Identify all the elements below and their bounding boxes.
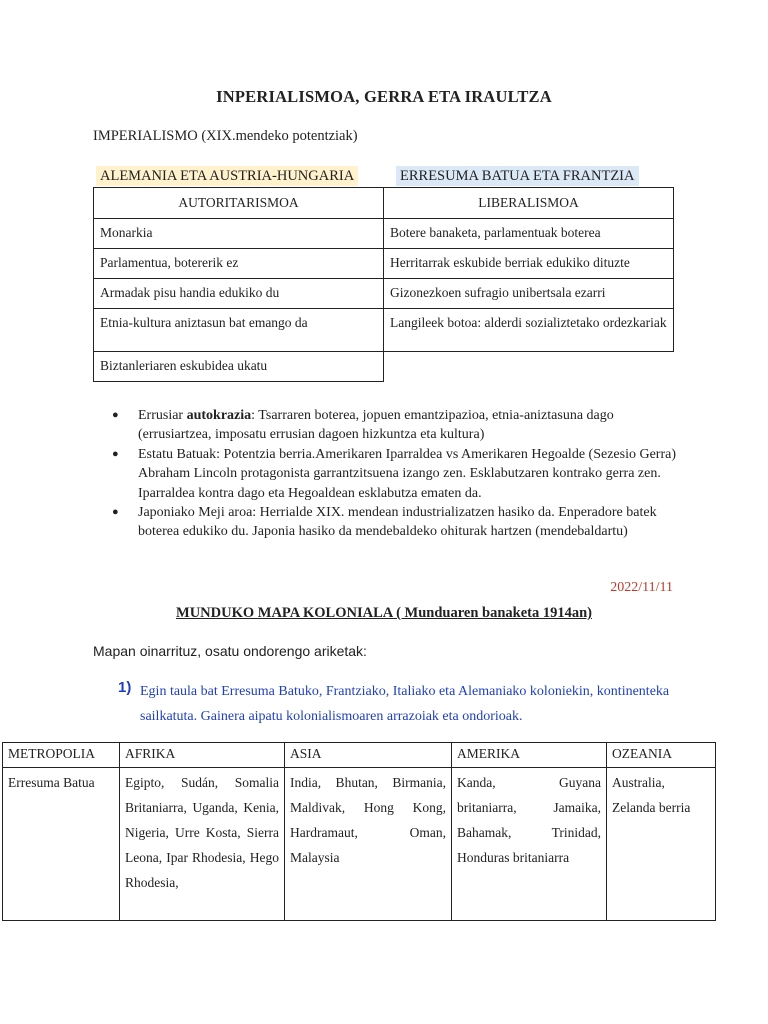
section-title: MUNDUKO MAPA KOLONIALA ( Munduaren banaketa 1914an) — [176, 605, 592, 621]
subtitle: IMPERIALISMO (XIX.mendeko potentziak) — [93, 128, 358, 144]
date-stamp: 2022/11/11 — [610, 580, 673, 595]
list-item — [112, 406, 682, 445]
table-row — [94, 352, 674, 382]
table-cell-empty — [384, 352, 674, 382]
table-cell: Gizonezkoen sufragio unibertsala ezarri — [384, 279, 674, 309]
highlight-authoritarian-powers: ALEMANIA ETA AUSTRIA-HUNGARIA — [96, 166, 358, 186]
question-text: Egin taula bat Erresuma Batuko, Frantziako, Italiako eta Alemaniako koloniekin, kontinenteka sailkatuta. Gainera aipatu kolonialismoaren arrazoiak eta ondorioak. — [140, 684, 670, 724]
table-cell: Parlamentua, botererik ez — [94, 249, 384, 279]
table-cell: Erresuma Batua — [3, 768, 120, 921]
bullet-lead: Estatu Batuak: Potentzia berria.Amerikaren Iparraldea vs Amerikaren Hegoalde (Sezesio Gerra) Abraham Lincoln protagonista garrantzitsuena izango zen. Esklabutzaren kontrako gerra zen. Iparraldea kontra dago eta Hegoaldean esklabutza ematen da. — [138, 446, 676, 501]
table-cell: Egipto, Sudán, Somalia Britaniarra, Uganda, Kenia, Nigeria, Urre Kosta, Sierra Leona, Ipar Rhodesia, Hego Rhodesia, — [120, 768, 285, 921]
table-cell: Etnia-kultura aniztasun bat emango da — [94, 309, 384, 352]
bullet-icon: ● — [112, 447, 119, 460]
colony-header-africa: AFRIKA — [120, 743, 285, 768]
list-item — [112, 503, 682, 542]
bullet-list — [112, 406, 682, 542]
page-title: INPERIALISMOA, GERRA ETA IRAULTZA — [216, 87, 552, 106]
colony-header-metropolis: METROPOLIA — [3, 743, 120, 768]
table-cell: India, Bhutan, Birmania, Maldivak, Hong Kong, Hardramaut, Oman, Malaysia — [285, 768, 452, 921]
regime-table-header-row — [94, 188, 674, 219]
bullet-lead: Japoniako Meji aroa: Herrialde XIX. mendean industrializatzen hasiko da. Enperadore batek boterea edukiko du. Japonia hasiko da mendebaldeko ohiturak hartzen (mendebaldartu) — [138, 505, 657, 540]
colony-table — [2, 742, 716, 921]
bullet-icon: ● — [112, 409, 119, 421]
table-row — [94, 279, 674, 309]
colony-header-asia: ASIA — [285, 743, 452, 768]
table-cell: Kanda, Guyana britaniarra, Jamaika, Bahamak, Trinidad, Honduras britaniarra — [452, 768, 607, 921]
table-row — [94, 249, 674, 279]
table-cell: Herritarrak eskubide berriak edukiko dituzte — [384, 249, 674, 279]
table-cell: Armadak pisu handia edukiko du — [94, 279, 384, 309]
table-row — [94, 219, 674, 249]
colony-table-header-row — [3, 743, 716, 768]
regime-header-authoritarian: AUTORITARISMOA — [94, 188, 384, 219]
regime-header-liberal: LIBERALISMOA — [384, 188, 674, 219]
table-cell: Biztanleriaren eskubidea ukatu — [94, 352, 384, 382]
table-row — [3, 768, 716, 921]
table-cell: Monarkia — [94, 219, 384, 249]
list-item — [112, 445, 682, 503]
instruction-text: Mapan oinarrituz, osatu ondorengo ariketak: — [93, 643, 367, 659]
colony-header-oceania: OZEANIA — [607, 743, 716, 768]
bullet-lead: Errusiar — [138, 408, 187, 423]
table-cell: Australia, Zelanda berria — [607, 768, 716, 921]
colony-header-america: AMERIKA — [452, 743, 607, 768]
bullet-bold: autokrazia — [186, 408, 252, 423]
bullet-rest: : Tsarraren boterea, jopuen emantzipazioa, etnia-aniztasuna dago (errusiartzea, imposatu errusian dagoen hizkuntza eta kultura) — [138, 408, 614, 443]
regime-table — [93, 187, 674, 382]
bullet-icon: ● — [112, 506, 119, 519]
question-number: 1) — [118, 679, 132, 696]
table-cell: Botere banaketa, parlamentuak boterea — [384, 219, 674, 249]
table-cell: Langileek botoa: alderdi sozializtetako ordezkariak — [384, 309, 674, 352]
table-row — [94, 309, 674, 352]
highlight-liberal-powers: ERRESUMA BATUA ETA FRANTZIA — [396, 166, 639, 186]
